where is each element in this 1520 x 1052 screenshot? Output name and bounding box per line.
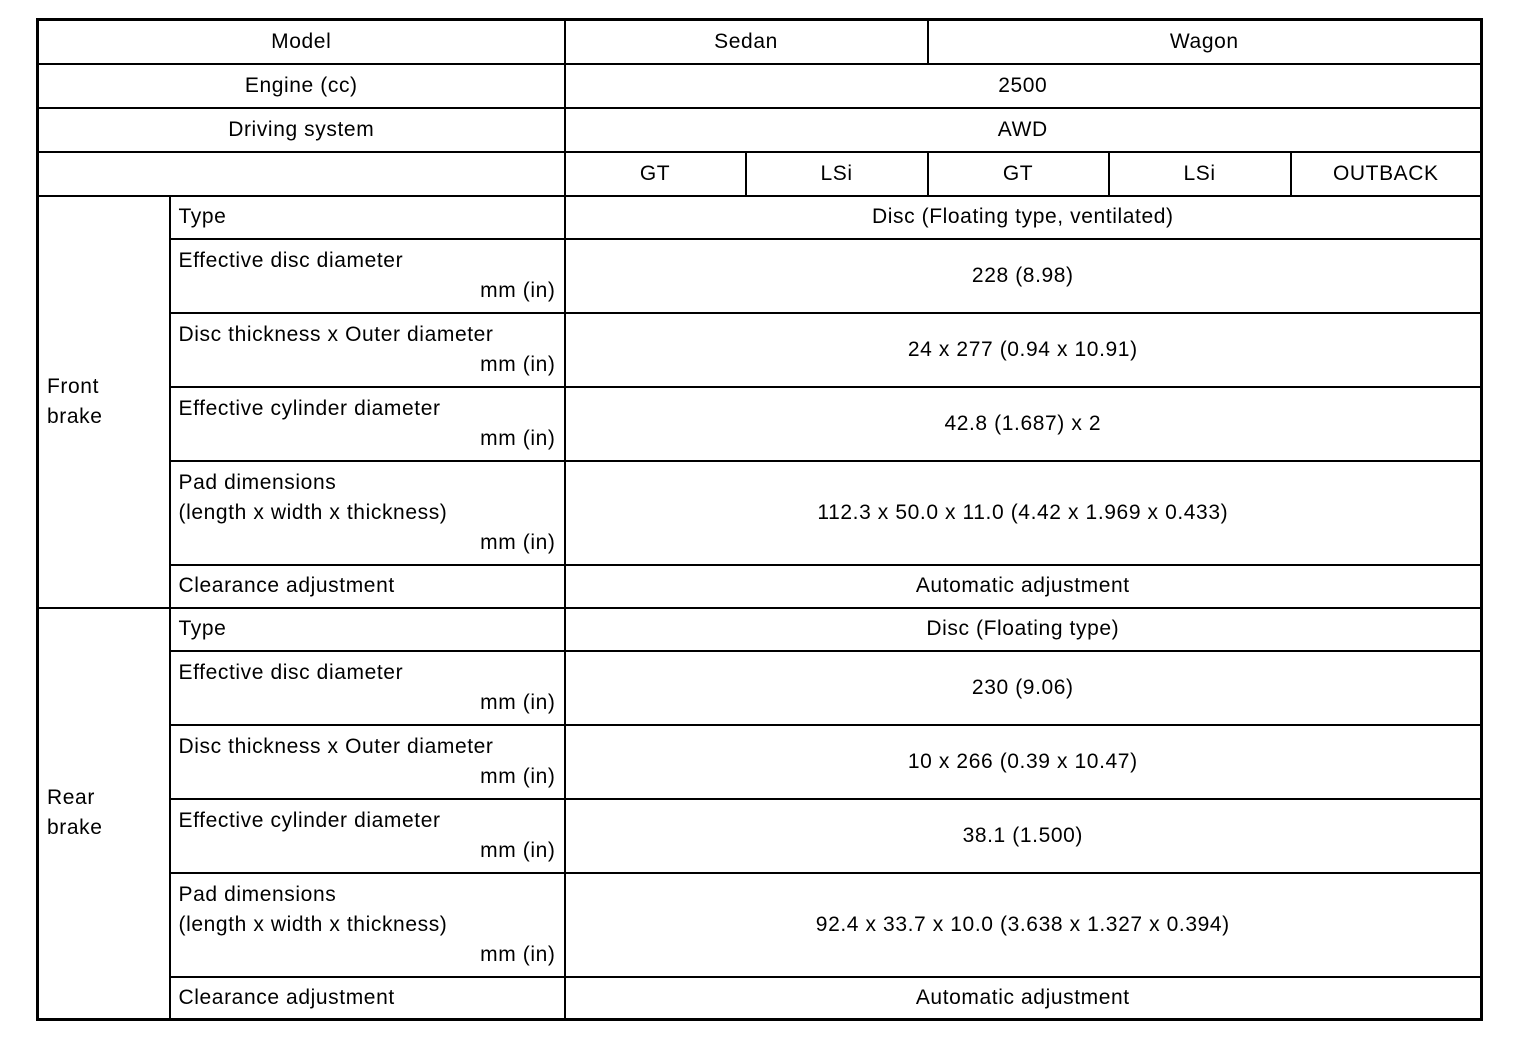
rear-disc-thickness-value: 10 x 266 (0.39 x 10.47) [565,725,1482,799]
rear-pad-label-text: Pad dimensions [178,882,337,906]
driving-system-label: Driving system [38,108,565,152]
rear-disc-thickness-label [170,725,565,799]
front-disc-thickness-row [38,313,1482,387]
unit-label: mm (in) [480,764,556,788]
front-effective-disc-row [38,239,1482,313]
front-disc-thickness-label-text: Disc thickness x Outer diameter [178,322,494,346]
brake-spec-table [36,18,1483,1021]
rear-effective-disc-label-text: Effective disc diameter [178,660,404,684]
front-pad-value: 112.3 x 50.0 x 11.0 (4.42 x 1.969 x 0.433) [565,461,1482,565]
engine-row [38,64,1482,108]
driving-system-value: AWD [565,108,1482,152]
trim-row [38,152,1482,196]
unit-label: mm (in) [480,352,556,376]
rear-cylinder-value: 38.1 (1.500) [565,799,1482,873]
front-effective-disc-label [170,239,565,313]
rear-pad-label [170,873,565,977]
unit-label: mm (in) [480,942,556,966]
front-clearance-row [38,565,1482,608]
rear-disc-thickness-label-text: Disc thickness x Outer diameter [178,734,494,758]
front-pad-row [38,461,1482,565]
unit-label: mm (in) [480,426,556,450]
rear-clearance-label: Clearance adjustment [170,977,565,1020]
trim-sedan-gt: GT [565,152,746,196]
front-cylinder-value: 42.8 (1.687) x 2 [565,387,1482,461]
front-brake-group-label [38,196,170,608]
trim-wagon-outback: OUTBACK [1291,152,1482,196]
rear-brake-group-label [38,608,170,1020]
rear-pad-label-sub: (length x width x thickness) [178,912,448,936]
rear-clearance-row [38,977,1482,1020]
front-type-value: Disc (Floating type, ventilated) [565,196,1482,239]
rear-cylinder-row [38,799,1482,873]
unit-label: mm (in) [480,690,556,714]
rear-pad-row [38,873,1482,977]
front-pad-label-sub: (length x width x thickness) [178,500,448,524]
front-group-line1: Front [47,374,100,398]
trim-wagon-lsi: LSi [1109,152,1291,196]
front-pad-label-text: Pad dimensions [178,470,337,494]
trim-wagon-gt: GT [928,152,1109,196]
rear-effective-disc-row [38,651,1482,725]
front-clearance-label: Clearance adjustment [170,565,565,608]
rear-effective-disc-label [170,651,565,725]
wagon-header: Wagon [928,20,1482,64]
engine-value: 2500 [565,64,1482,108]
front-group-line2: brake [47,404,103,428]
rear-effective-disc-value: 230 (9.06) [565,651,1482,725]
front-cylinder-label [170,387,565,461]
front-disc-thickness-label [170,313,565,387]
rear-cylinder-label-text: Effective cylinder diameter [178,808,441,832]
sedan-header: Sedan [565,20,928,64]
rear-group-line1: Rear [47,786,95,810]
front-disc-thickness-value: 24 x 277 (0.94 x 10.91) [565,313,1482,387]
front-effective-disc-label-text: Effective disc diameter [178,248,404,272]
rear-type-value: Disc (Floating type) [565,608,1482,651]
rear-clearance-value: Automatic adjustment [565,977,1482,1020]
front-pad-label [170,461,565,565]
driving-system-row [38,108,1482,152]
engine-label: Engine (cc) [38,64,565,108]
front-clearance-value: Automatic adjustment [565,565,1482,608]
front-effective-disc-value: 228 (8.98) [565,239,1482,313]
front-cylinder-label-text: Effective cylinder diameter [178,396,441,420]
rear-group-line2: brake [47,816,103,840]
rear-type-row [38,608,1482,651]
model-label: Model [38,20,565,64]
unit-label: mm (in) [480,530,556,554]
rear-cylinder-label [170,799,565,873]
front-type-row [38,196,1482,239]
rear-pad-value: 92.4 x 33.7 x 10.0 (3.638 x 1.327 x 0.394) [565,873,1482,977]
trim-sedan-lsi: LSi [746,152,928,196]
front-cylinder-row [38,387,1482,461]
model-row [38,20,1482,64]
rear-type-label: Type [170,608,565,651]
trim-row-blank [38,152,565,196]
unit-label: mm (in) [480,278,556,302]
unit-label: mm (in) [480,838,556,862]
rear-disc-thickness-row [38,725,1482,799]
front-type-label: Type [170,196,565,239]
